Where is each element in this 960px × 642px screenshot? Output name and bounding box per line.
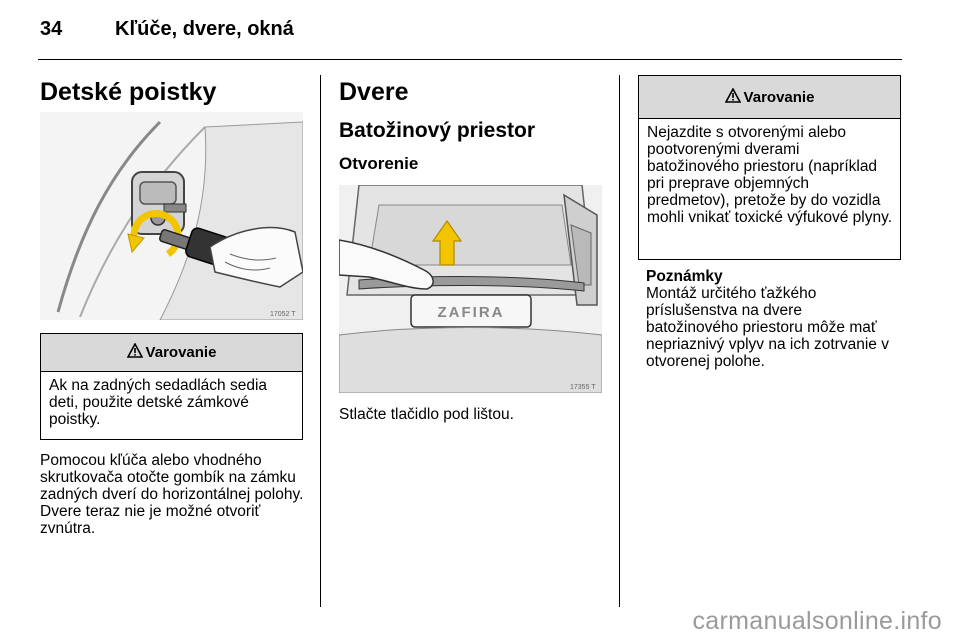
tailgate-caption: Stlačte tlačidlo pod lištou. bbox=[339, 406, 514, 423]
child-lock-drawing bbox=[40, 112, 303, 320]
warning-title: Varovanie bbox=[145, 344, 217, 361]
tailgate-drawing bbox=[339, 185, 602, 393]
warning-triangle-icon bbox=[127, 343, 143, 362]
warning-header bbox=[41, 334, 302, 372]
header-rule bbox=[38, 59, 902, 60]
page-number: 34 bbox=[40, 18, 63, 40]
image-code-middle: 17355 T bbox=[570, 384, 596, 391]
column-divider-1 bbox=[320, 75, 321, 607]
zafira-plate-text: ZAFIRA bbox=[437, 304, 505, 321]
warning-box-child-locks bbox=[40, 333, 303, 440]
subsection-title-trunk: Batožinový priestor bbox=[339, 119, 536, 142]
note-text: Montáž určitého ťažkého príslušenstva na dvere batožinového priestoru môže mať nepriaznivý vplyv na ich zotrvanie v otvorenej polohe. bbox=[646, 285, 889, 370]
subsubsection-title-opening: Otvorenie bbox=[339, 154, 419, 173]
tailgate-illustration bbox=[339, 185, 602, 393]
note-block bbox=[646, 268, 896, 370]
chapter-title: Kľúče, dvere, okná bbox=[115, 18, 294, 40]
section-title-doors: Dvere bbox=[339, 78, 409, 106]
warning-text: Nejazdite s otvorenými alebo pootvorenými dverami batožinového priestoru (napríklad pri preprave objemných predmetov), pretože by do vozidla mohli vnikať toxické výfukové plyny. bbox=[647, 124, 893, 226]
warning-header bbox=[639, 76, 900, 119]
warning-text: Ak na zadných sedadlách sedia deti, použite detské zámkové poistky. bbox=[49, 377, 268, 428]
child-lock-illustration bbox=[40, 112, 303, 320]
section-title-child-locks: Detské poistky bbox=[40, 78, 217, 106]
column-divider-2 bbox=[619, 75, 620, 607]
warning-title: Varovanie bbox=[743, 88, 815, 106]
child-lock-instructions: Pomocou kľúča alebo vhodného skrutkovača otočte gombík na zámku zadných dverí do horizontálnej polohy. Dvere teraz nie je možné otvoriť zvnútra. bbox=[40, 452, 304, 537]
note-title: Poznámky bbox=[646, 268, 723, 285]
warning-box-exhaust bbox=[638, 75, 901, 260]
warning-triangle-icon bbox=[725, 88, 741, 107]
image-code-left: 17052 T bbox=[270, 311, 296, 318]
watermark: carmanualsonline.info bbox=[692, 607, 942, 635]
